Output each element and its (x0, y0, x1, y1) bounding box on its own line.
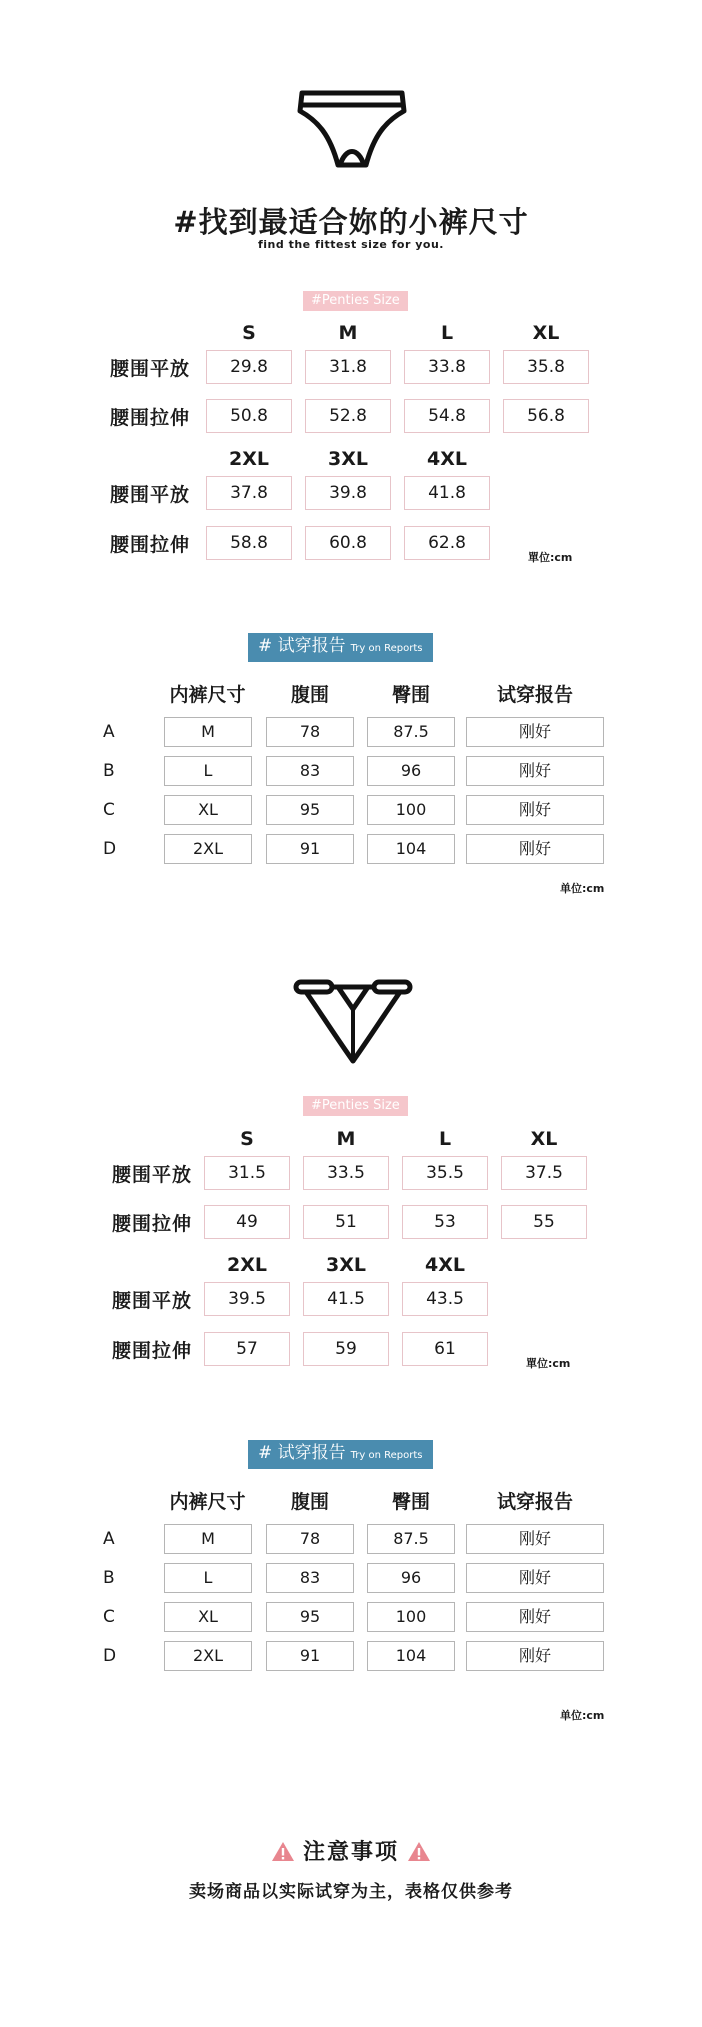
report-cell-size: 2XL (164, 834, 252, 864)
size-header: XL (532, 322, 560, 344)
briefs-icon (294, 85, 410, 177)
size-cell: 37.8 (206, 476, 292, 510)
report-cell-belly: 95 (266, 1602, 354, 1632)
report-tag (248, 1440, 433, 1469)
size-cell: 57 (204, 1332, 290, 1366)
size-cell: 51 (303, 1205, 389, 1239)
report-cell-belly: 83 (266, 756, 354, 786)
thong-icon (292, 975, 414, 1071)
report-cell-hip: 87.5 (367, 717, 455, 747)
report-cell-hip: 104 (367, 1641, 455, 1671)
row-label-relaxed: 腰围平放 (110, 358, 191, 380)
size-cell: 39.8 (305, 476, 391, 510)
size-cell: 37.5 (501, 1156, 587, 1190)
size-header: L (438, 1128, 452, 1150)
size-cell: 33.8 (404, 350, 490, 384)
report-cell-result: 刚好 (466, 1641, 604, 1671)
size-header: XL (530, 1128, 558, 1150)
row-label-relaxed: 腰围平放 (112, 1290, 193, 1312)
size-header: L (440, 322, 454, 344)
size-cell: 62.8 (404, 526, 490, 560)
report-header-belly: 腹围 (290, 1491, 329, 1513)
size-cell: 41.8 (404, 476, 490, 510)
size-cell: 61 (402, 1332, 488, 1366)
size-cell: 55 (501, 1205, 587, 1239)
report-cell-hip: 96 (367, 1563, 455, 1593)
size-header: 4XL (427, 448, 467, 470)
warning-heading (0, 1835, 702, 1866)
report-header-size: 内裤尺寸 (169, 684, 246, 706)
size-cell: 49 (204, 1205, 290, 1239)
size-header: S (240, 1128, 254, 1150)
size-cell: 56.8 (503, 399, 589, 433)
report-tag-label: # 试穿报告 (258, 1443, 346, 1463)
row-label-stretched: 腰围拉伸 (112, 1213, 193, 1235)
report-row-id: D (103, 1646, 117, 1666)
size-cell: 43.5 (402, 1282, 488, 1316)
size-cell: 39.5 (204, 1282, 290, 1316)
row-label-stretched: 腰围拉伸 (110, 534, 191, 556)
report-cell-belly: 83 (266, 1563, 354, 1593)
row-label-relaxed: 腰围平放 (112, 1164, 193, 1186)
report-cell-size: XL (164, 1602, 252, 1632)
size-header: 3XL (326, 1254, 366, 1276)
report-row-id: C (103, 1607, 115, 1627)
report-cell-result: 刚好 (466, 834, 604, 864)
report-cell-result: 刚好 (466, 1563, 604, 1593)
report-cell-result: 刚好 (466, 756, 604, 786)
size-cell: 35.8 (503, 350, 589, 384)
unit-label: 單位:cm (526, 1357, 571, 1370)
report-cell-belly: 91 (266, 1641, 354, 1671)
report-row-id: B (103, 761, 115, 781)
size-cell: 50.8 (206, 399, 292, 433)
size-cell: 52.8 (305, 399, 391, 433)
unit-label: 单位:cm (560, 1709, 605, 1722)
size-cell: 53 (402, 1205, 488, 1239)
report-cell-size: L (164, 1563, 252, 1593)
size-cell: 41.5 (303, 1282, 389, 1316)
size-header: 3XL (328, 448, 368, 470)
size-cell: 35.5 (402, 1156, 488, 1190)
report-header-size: 内裤尺寸 (169, 1491, 246, 1513)
size-cell: 31.8 (305, 350, 391, 384)
warning-label: 注意事项 (302, 1840, 399, 1865)
report-cell-result: 刚好 (466, 717, 604, 747)
row-label-relaxed: 腰围平放 (110, 484, 191, 506)
report-tag-en: Try on Reports (350, 643, 423, 654)
report-header-hip: 臀围 (391, 684, 430, 706)
warning-icon (271, 1841, 295, 1862)
report-cell-result: 刚好 (466, 1524, 604, 1554)
size-header: S (242, 322, 256, 344)
size-header: 2XL (229, 448, 269, 470)
size-tag: #Penties Size (303, 1096, 408, 1116)
report-tag (248, 633, 433, 662)
unit-label: 單位:cm (528, 551, 573, 564)
report-cell-size: 2XL (164, 1641, 252, 1671)
report-header-result: 试穿报告 (496, 1491, 573, 1513)
warning-icon (407, 1841, 431, 1862)
page-subtitle: find the fittest size for you. (258, 238, 444, 251)
unit-label: 单位:cm (560, 882, 605, 895)
page-title: #找到最适合妳的小裤尺寸 (173, 205, 529, 239)
report-cell-size: L (164, 756, 252, 786)
report-row-id: D (103, 839, 117, 859)
report-cell-result: 刚好 (466, 1602, 604, 1632)
report-cell-hip: 100 (367, 1602, 455, 1632)
size-cell: 54.8 (404, 399, 490, 433)
report-row-id: A (103, 722, 115, 742)
report-header-belly: 腹围 (290, 684, 329, 706)
report-cell-hip: 87.5 (367, 1524, 455, 1554)
size-cell: 58.8 (206, 526, 292, 560)
size-cell: 31.5 (204, 1156, 290, 1190)
row-label-stretched: 腰围拉伸 (112, 1340, 193, 1362)
report-cell-hip: 104 (367, 834, 455, 864)
footer-note: 卖场商品以实际试穿为主，表格仅供参考 (189, 1882, 513, 1902)
report-cell-belly: 78 (266, 1524, 354, 1554)
size-header: M (338, 322, 358, 344)
report-cell-belly: 95 (266, 795, 354, 825)
report-cell-hip: 100 (367, 795, 455, 825)
size-header: 4XL (425, 1254, 465, 1276)
size-cell: 29.8 (206, 350, 292, 384)
row-label-stretched: 腰围拉伸 (110, 407, 191, 429)
size-header: 2XL (227, 1254, 267, 1276)
report-cell-size: XL (164, 795, 252, 825)
size-header: M (336, 1128, 356, 1150)
report-tag-en: Try on Reports (350, 1450, 423, 1461)
report-cell-result: 刚好 (466, 795, 604, 825)
report-row-id: B (103, 1568, 115, 1588)
size-cell: 60.8 (305, 526, 391, 560)
report-header-result: 试穿报告 (496, 684, 573, 706)
report-tag-label: # 试穿报告 (258, 636, 346, 656)
report-cell-hip: 96 (367, 756, 455, 786)
size-cell: 33.5 (303, 1156, 389, 1190)
report-header-hip: 臀围 (391, 1491, 430, 1513)
report-cell-size: M (164, 717, 252, 747)
size-tag: #Penties Size (303, 291, 408, 311)
report-row-id: A (103, 1529, 115, 1549)
size-cell: 59 (303, 1332, 389, 1366)
report-row-id: C (103, 800, 115, 820)
report-cell-belly: 91 (266, 834, 354, 864)
report-cell-belly: 78 (266, 717, 354, 747)
report-cell-size: M (164, 1524, 252, 1554)
